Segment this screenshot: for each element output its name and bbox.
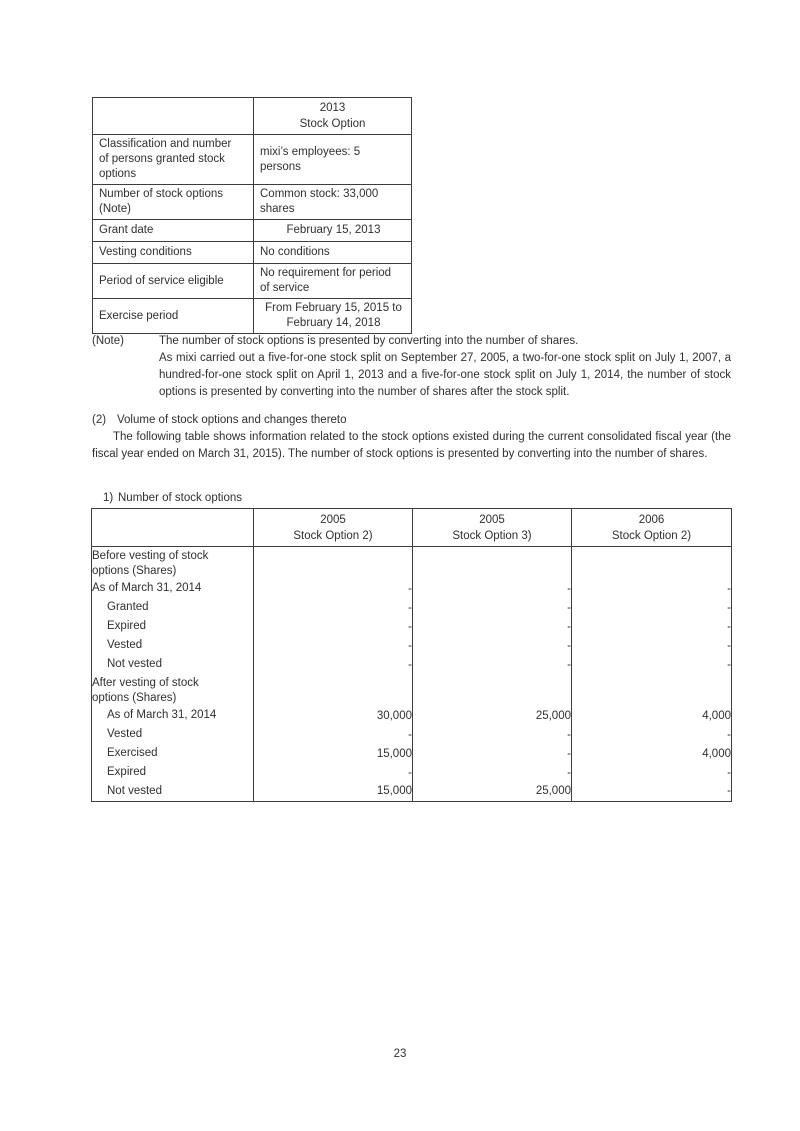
note-text: [159, 333, 731, 401]
table-row: [92, 782, 732, 801]
cell-value: February 15, 2013: [254, 220, 412, 242]
cell-value: -: [413, 617, 572, 636]
table-header-row: [93, 98, 412, 135]
cell-value: -: [254, 725, 413, 744]
row-label: Expired: [92, 763, 254, 782]
table-row: [92, 725, 732, 744]
cell-value: -: [254, 655, 413, 674]
section-title: Volume of stock options and changes thereto: [117, 414, 347, 426]
row-label: Vesting conditions: [93, 242, 254, 264]
section-row: [92, 674, 732, 706]
row-label: Not vested: [92, 782, 254, 801]
cell-value: [254, 674, 413, 706]
table-row: [93, 299, 412, 334]
cell-value: -: [413, 744, 572, 763]
section-number: (2): [92, 414, 107, 426]
cell-value: -: [413, 725, 572, 744]
cell-value: -: [572, 725, 732, 744]
row-label: Vested: [92, 636, 254, 655]
cell-value: -: [413, 655, 572, 674]
table-row: [92, 706, 732, 725]
table-header-row: [92, 509, 732, 547]
row-label: Vested: [92, 725, 254, 744]
cell-value: 15,000: [254, 744, 413, 763]
cell-value: -: [572, 763, 732, 782]
cell-value: -: [413, 763, 572, 782]
cell-value: -: [572, 782, 732, 801]
note-line1: The number of stock options is presented by converting into the number of shares.: [159, 335, 579, 347]
cell-value: [413, 674, 572, 706]
row-label: Grant date: [93, 220, 254, 242]
column-year: 2005: [479, 513, 505, 526]
cell-value: 25,000: [413, 706, 572, 725]
number-of-stock-options-table: [91, 508, 732, 802]
cell-value: -: [572, 617, 732, 636]
row-label: Before vesting of stock options (Shares): [92, 547, 254, 580]
row-label: Exercised: [92, 744, 254, 763]
cell-value: -: [572, 579, 732, 598]
note-body: As mixi carried out a five-for-one stock split on September 27, 2005, a two-for-one stock split on July 1, 2007, a hundred-for-one stock split on April 1, 2013 and a five-for-one stock split on July 1, 2014, the number of stock options is presented by converting into the number of shares after the stock split.: [159, 352, 731, 398]
cell-value: 25,000: [413, 782, 572, 801]
column-year: 2005: [320, 513, 346, 526]
column-label: Stock Option 2): [293, 529, 373, 542]
column-header: [413, 509, 572, 547]
cell-value: -: [572, 636, 732, 655]
empty-header-cell: [93, 98, 254, 135]
table-row: [93, 242, 412, 264]
cell-value: -: [572, 598, 732, 617]
cell-value: -: [254, 763, 413, 782]
row-label: Expired: [92, 617, 254, 636]
page-number: 23: [393, 1048, 407, 1060]
cell-value: -: [572, 655, 732, 674]
section-heading: [92, 412, 347, 429]
table-row: [93, 135, 412, 185]
cell-value: No conditions: [254, 242, 412, 264]
cell-value: -: [413, 636, 572, 655]
row-label: After vesting of stock options (Shares): [92, 674, 254, 706]
subsection-title: Number of stock options: [118, 492, 243, 504]
cell-value: -: [254, 579, 413, 598]
cell-value: -: [254, 598, 413, 617]
table-row: [93, 185, 412, 220]
cell-value: [413, 547, 572, 580]
column-label: Stock Option: [299, 118, 366, 130]
cell-value: -: [254, 636, 413, 655]
row-label: Granted: [92, 598, 254, 617]
column-header: [254, 509, 413, 547]
cell-value: From February 15, 2015 to February 14, 2018: [254, 299, 412, 334]
section-paragraph: The following table shows information related to the stock options existed during the current consolidated fiscal year (the fiscal year ended on March 31, 2015). The number of stock options is presented by converting into the number of shares.: [92, 431, 731, 460]
row-label: As of March 31, 2014: [92, 706, 254, 725]
cell-value: mixi’s employees: 5 persons: [254, 135, 412, 185]
table-row: [92, 744, 732, 763]
table-row: [92, 617, 732, 636]
cell-value: [572, 547, 732, 580]
section-row: [92, 547, 732, 580]
table-row: [93, 220, 412, 242]
table-row: [92, 763, 732, 782]
cell-value: 4,000: [572, 744, 732, 763]
table-row: [92, 579, 732, 598]
column-label: Stock Option 3): [452, 529, 532, 542]
table-row: [92, 636, 732, 655]
cell-value: 4,000: [572, 706, 732, 725]
cell-value: -: [413, 579, 572, 598]
row-label: Classification and number of persons granted stock options: [93, 135, 254, 185]
cell-value: No requirement for period of service: [254, 264, 412, 299]
cell-value: -: [254, 617, 413, 636]
note-label: (Note): [92, 335, 124, 347]
column-label: Stock Option 2): [611, 529, 692, 542]
column-header: [572, 509, 732, 547]
subsection-number: 1): [103, 492, 114, 504]
column-year: 2013: [319, 102, 346, 114]
cell-value: [254, 547, 413, 580]
cell-value: 15,000: [254, 782, 413, 801]
cell-value: 30,000: [254, 706, 413, 725]
column-header: [254, 98, 412, 135]
row-label: Number of stock options (Note): [93, 185, 254, 220]
empty-header-cell: [92, 509, 254, 547]
row-label: As of March 31, 2014: [92, 579, 254, 598]
cell-value: -: [413, 598, 572, 617]
row-label: Not vested: [92, 655, 254, 674]
table-row: [93, 264, 412, 299]
row-label: Period of service eligible: [93, 264, 254, 299]
table-row: [92, 655, 732, 674]
column-year: 2006: [638, 513, 665, 526]
cell-value: [572, 674, 732, 706]
table-row: [92, 598, 732, 617]
subsection-heading: [103, 490, 242, 507]
cell-value: Common stock: 33,000 shares: [254, 185, 412, 220]
stock-option-2013-table: [92, 97, 412, 334]
row-label: Exercise period: [93, 299, 254, 334]
